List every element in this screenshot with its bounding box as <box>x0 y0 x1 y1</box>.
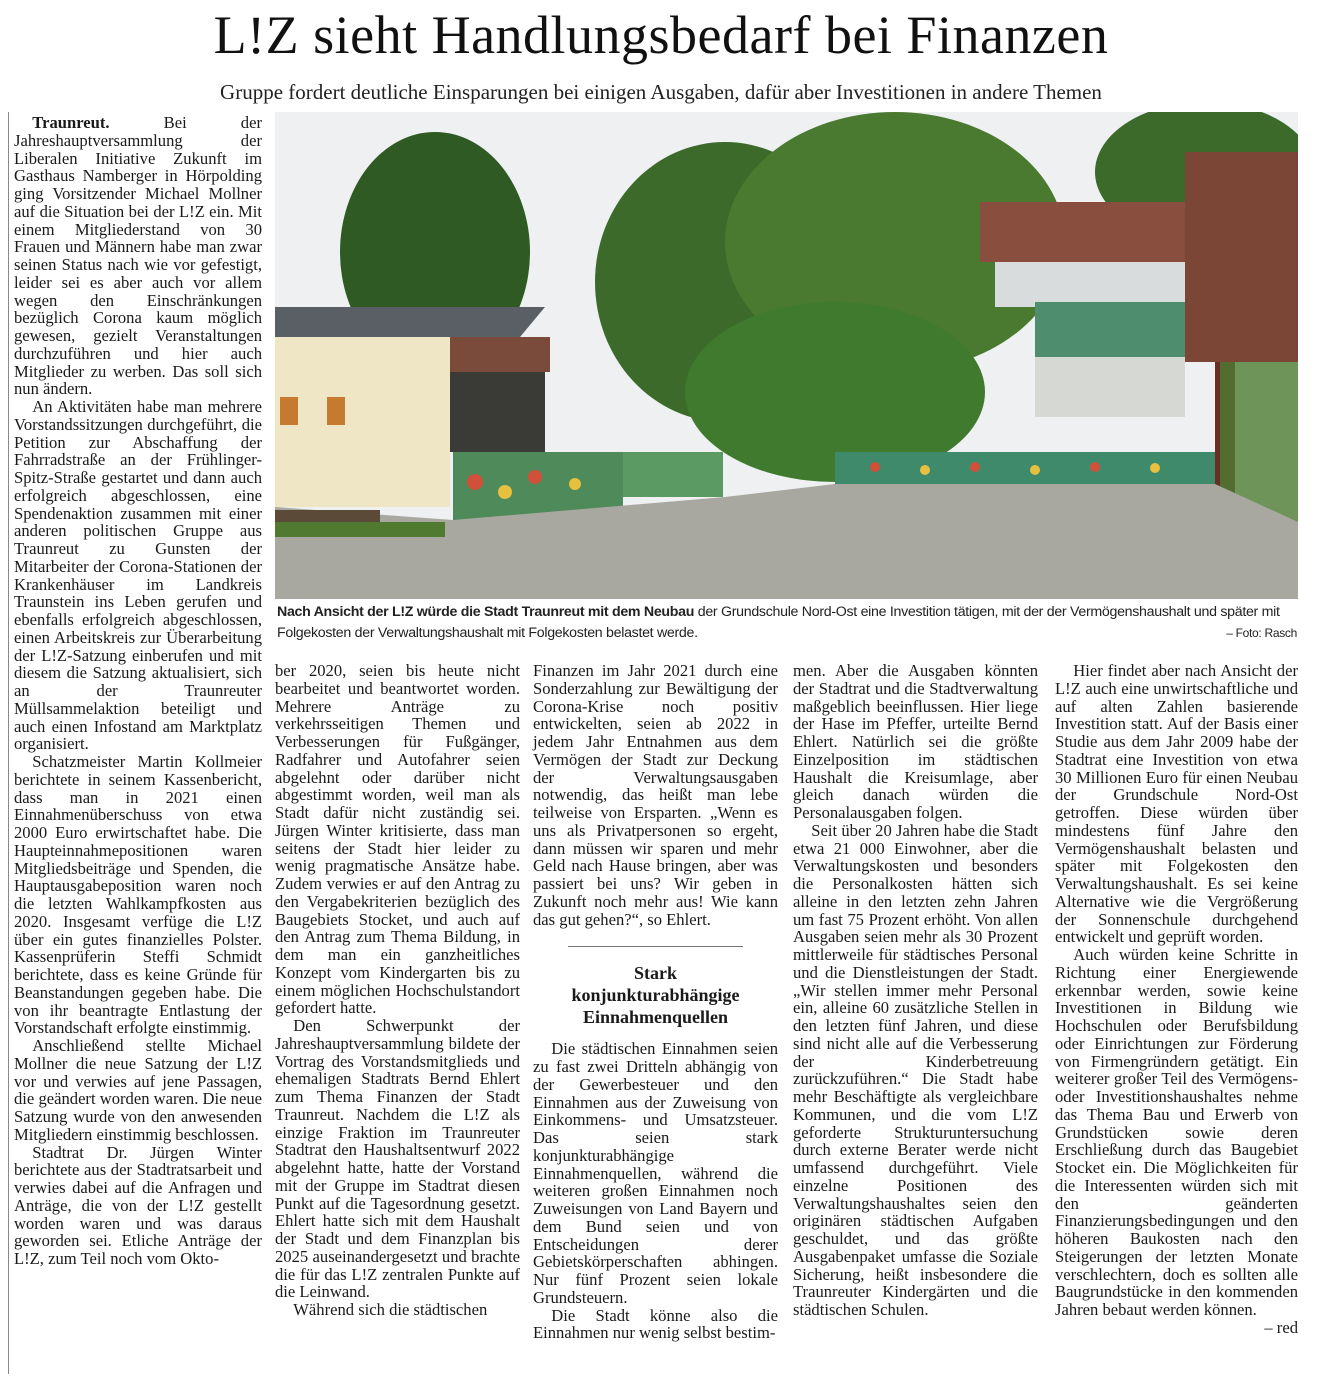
paragraph: Die Stadt könne also die Einnahmen nur wenig selbst bestim- <box>533 1305 778 1343</box>
caption-text: der Grundschule Nord-Ost eine Investition tätigen, mit der der Vermögenshaushalt und später mit Folgekosten der Verwaltungshaushalt mit Folgekosten belastet werde. <box>277 604 1280 641</box>
article-column-3 <box>533 662 778 1342</box>
article-column-1 <box>14 114 262 1268</box>
paragraph: ber 2020, seien bis heute nicht bearbeitet und beantwortet worden. Mehrere Anträge zu verkehrsseitigen Themen und Verbesserungen für Fußgänger, Radfahrer und Autofahrer seien abgelehnt oder darüber nicht abgestimmt worden, weil man als Stadt dafür nicht zuständig sei. Jürgen Winter kritisierte, dass man seitens der Stadt hier leider zu wenig pragmatische Ansätze habe. Zudem verwies er auf den Antrag zu den Vergabekriterien bezüglich des Baugebiets Stocket, und auch auf den Antrag zum Thema Bildung, in dem man ein ganzheitliches Konzept vom Kindergarten bis zu einem möglichen Hochschulstandort gefordert hatte. <box>275 661 520 1018</box>
paragraph: Die städtischen Einnahmen seien zu fast zwei Dritteln abhängig von der Gewerbesteuer und den Einnahmen aus der Zuweisung von Einkommens- und Umsatzsteuer. Das seien stark konjunkturabhängige Einnahmenquellen, während die weiteren großen Einnahmen noch Zuweisungen von Land Bayern und dem Bund seien und von Entscheidungen derer Gebietskörperschaften abhingen. Nur fünf Prozent seien lokale Grundsteuern. <box>533 1039 778 1307</box>
dateline: Traunreut. <box>32 113 110 132</box>
article-photo <box>275 112 1298 599</box>
paragraph: Während sich die städtischen <box>293 1300 488 1319</box>
author-signature: – red <box>1264 1317 1298 1337</box>
paragraph: An Aktivitäten habe man mehrere Vorstandssitzungen durchgeführt, die Petition zur Abschaffung der Fahrradstraße an der Frühlinger-Spitz-Straße gestartet und dann auch erfolgreich abgeschlossen, eine Spendenaktion zusammen mit einer anderen politischen Gruppe aus Traunreut zu Gunsten der Mitarbeiter der Corona-Stationen der Krankenhäuser im Landkreis Traunstein ins Leben gerufen und ebenfalls erfolgreich abgeschlossen, einen Arbeitskreis zur Überarbeitung der L!Z-Satzung einberufen und mit diesem die Satzung aktualisiert, sich an der Traunreuter Müllsammelaktion beteiligt und auch einen Infostand am Marktplatz organisiert. <box>14 397 262 754</box>
article-column-5 <box>1055 662 1298 1337</box>
paragraph <box>14 114 262 398</box>
paragraph: Hier findet aber nach Ansicht der L!Z auch eine unwirtschaftliche und auf alten Zahlen basierende Investition statt. Auf der Basis einer Studie aus dem Jahr 2009 habe der Stadtrat eine Investition von etwa 30 Millionen Euro für einen Neubau der Grundschule Nord-Ost getroffen. Diese würden über mindestens fünf Jahre den Vermögenshaushalt belasten und später mit Folgekosten den Verwaltungshaushalt. Es sei keine Alternative wie die Vergrößerung der Sonnenschule durchgehend entwickelt und geprüft worden. <box>1055 661 1298 947</box>
paragraph-text: Bei der Jahreshauptversammlung der Liberalen Initiative Zukunft im Gasthaus Namberger in Hörpolding ging Vorsitzender Michael Mollner auf die Situation bei der L!Z ein. Mit einem Mitgliederstand von 30 Frauen und Männern habe man zwar seinen Status nach wie vor gefestigt, leider sei es aber auch vor allem wegen den Einschränkungen bezüglich Corona kaum möglich gewesen, gezielt Veranstaltungen durchzuführen und hier auch Mitglieder zu werben. Das soll sich nun ändern. <box>14 113 262 399</box>
caption-lead: Nach Ansicht der L!Z würde die Stadt Traunreut mit dem Neubau <box>277 604 695 620</box>
subhead-block <box>568 946 743 1028</box>
paragraph: Finanzen im Jahr 2021 durch eine Sonderzahlung zur Bewältigung der Corona-Krise noch positiv entwickelten, seien ab 2022 in jedem Jahr Entnahmen aus dem Vermögen der Stadt zur Deckung der Verwaltungsausgaben notwendig, das heißt man lebe teilweise von Ersparten. „Wenn es uns als Privatpersonen so ergeht, dann müssen wir sparen und mehr Geld nach Hause bringen, aber was passiert bei uns? Wir geben in Zukunft noch mehr aus! Wie kann das gut gehen?“, so Ehlert. <box>533 661 778 929</box>
subheading: Stark konjunkturabhängige Einnahmenquellen <box>571 963 740 1028</box>
subtitle: Gruppe fordert deutliche Einsparungen bei einigen Ausgaben, dafür aber Investitionen in andere Themen <box>220 80 1102 104</box>
headline: L!Z sieht Handlungsbedarf bei Finanzen <box>213 5 1109 65</box>
paragraph: Schatzmeister Martin Kollmeier berichtete in seinem Kassenbericht, dass man in 2021 einen Einnahmenüberschuss von etwa 2000 Euro erwirtschaftet habe. Die Haupteinnahmepositionen waren Mitgliedsbeiträge und Spenden, die Hauptausgabeposition waren noch die letzten Wahlkampfkosten aus 2020. Insgesamt verfüge die L!Z über ein gutes finanzielles Polster. Kassenprüferin Steffi Schmidt berichtete, dass es keine Gründe für Beanstandungen gegeben habe. Die von ihr beantragte Entlastung der Vorstandschaft erfolgte einstimmig. <box>14 752 262 1038</box>
school-courtyard-photo <box>275 112 1298 599</box>
paragraph: men. Aber die Ausgaben könnten der Stadtrat und die Stadtverwaltung maßgeblich beeinflussen. Hier liege der Hase im Pfeffer, urteilte Bernd Ehlert. Natürlich sei die größte Einzelposition im städtischen Haushalt die Kreisumlage, aber gleich danach würden die Personalausgaben folgen. <box>793 661 1038 822</box>
article-column-2 <box>275 662 520 1319</box>
column-rule <box>8 112 9 1374</box>
paragraph: Den Schwerpunkt der Jahreshauptversammlung bildete der Vortrag des Vorstandsmitglieds und ehemaligen Stadtrats Bernd Ehlert zum Thema Finanzen der Stadt Traunreut. Nachdem die L!Z als einzige Fraktion im Traunreuter Stadtrat den Haushaltsentwurf 2022 abgelehnt hatte, hatte der Vorstand mit der Gruppe im Stadtrat diesen Punkt auf die Tagesordnung gesetzt. Ehlert hatte sich mit dem Haushalt der Stadt und dem Finanzplan bis 2025 auseinandergesetzt und brachte die für das L!Z zentralen Punkte auf die Leinwand. <box>275 1016 520 1302</box>
paragraph: Stadtrat Dr. Jürgen Winter berichtete aus der Stadtratsarbeit und verwies dabei auf die Anfragen und Anträge, die von der L!Z gestellt worden waren und was daraus geworden sei. Etliche Anträge der L!Z, zum Teil noch vom Okto- <box>14 1142 262 1268</box>
paragraph: Anschließend stellte Michael Mollner die neue Satzung der L!Z vor und verwies auf jene Passagen, die geändert worden waren. Die neue Satzung wurde von den anwesenden Mitgliedern einstimmig beschlossen. <box>14 1036 262 1144</box>
photo-caption <box>277 602 1297 644</box>
paragraph: Seit über 20 Jahren habe die Stadt etwa 21 000 Einwohner, aber die Verwaltungskosten und besonders die Personalkosten hätten sich alleine in den letzten zehn Jahren um fast 75 Prozent erhöht. Von allen Ausgaben seien mehr als 30 Prozent mittlerweile für städtisches Personal und die Dienstleistungen der Stadt. „Wir stellen immer mehr Personal ein, alleine 60 zusätzliche Stellen in den letzten fünf Jahren, und diese sind nicht alle auf die Verbesserung der Kinderbetreuung zurückzuführen.“ Die Stadt habe mehr Beschäftigte als vergleichbare Kommunen, und die vom L!Z geforderte Strukturuntersuchung durch externe Berater werde nicht umfassend durchgeführt. Viele einzelne Positionen des Verwaltungshaushaltes seien den originären städtischen Aufgaben geschuldet, und das größte Ausgabenpaket umfasse die Soziale Sicherung, heißt insbesondere die Traunreuter Kindergärten und die städtischen Schulen. <box>793 820 1038 1319</box>
paragraph: Auch würden keine Schritte in Richtung einer Energiewende erkennbar werden, sowie keine Investitionen in Bildung wie Hochschulen oder Berufsbildung oder Einrichtungen zur Förderung von Firmengründern getätigt. Ein weiterer großer Teil des Vermögens- oder Investitionshaushaltes nehme das Thema Bau und Erwerb von Grundstücken sowie deren Erschließung durch das Baugebiet Stocket ein. Die Möglichkeiten für die Interessenten würden sich mit den geänderten Finanzierungsbedingungen und den höheren Baukosten nach den Steigerungen der letzten Monate verschlechtern, doch es sollten alle Baugrundstücke in den kommenden Jahren bebaut werden können. <box>1055 945 1298 1319</box>
article-column-4 <box>793 662 1038 1319</box>
photo-credit: – Foto: Rasch <box>1226 626 1297 640</box>
